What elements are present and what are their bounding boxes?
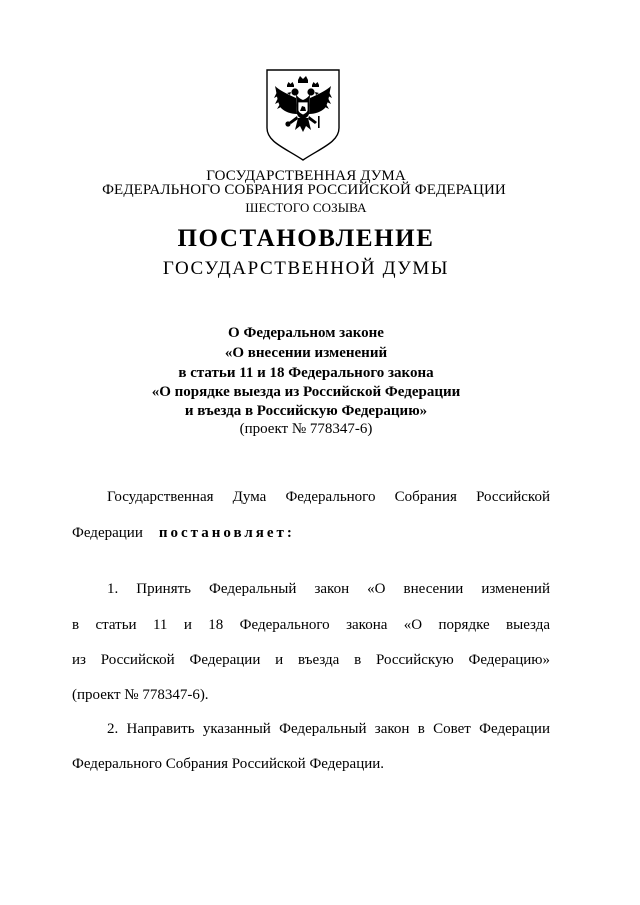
item2-line-2: Федерального Собрания Российской Федерации. bbox=[72, 756, 385, 772]
item1-line-1: 1. Принять Федеральный закон «О внесении изменений bbox=[107, 581, 550, 597]
item1-line-3: из Российской Федерации и въезда в Российскую Федерацию» bbox=[72, 652, 550, 668]
coat-of-arms-emblem-icon bbox=[265, 68, 341, 162]
document-title: ПОСТАНОВЛЕНИЕ bbox=[177, 225, 435, 252]
subject-line-4: «О порядке выезда из Российской Федерации bbox=[151, 384, 461, 400]
item1-line-4: (проект № 778347-6). bbox=[72, 687, 209, 703]
subject-line-1: О Федеральном законе bbox=[228, 325, 384, 341]
header-line-1: ГОСУДАРСТВЕННАЯ ДУМА bbox=[206, 168, 406, 184]
document-subtitle: ГОСУДАРСТВЕННОЙ ДУМЫ bbox=[162, 258, 450, 279]
intro-line-2-start: Федерации bbox=[72, 525, 143, 541]
intro-line-2 bbox=[72, 525, 550, 542]
subject-project-number: (проект № 778347-6) bbox=[239, 421, 373, 437]
header-line-3: ШЕСТОГО СОЗЫВА bbox=[245, 200, 367, 215]
subject-line-5: и въезда в Российскую Федерацию» bbox=[184, 403, 428, 419]
header-line-2: ФЕДЕРАЛЬНОГО СОБРАНИЯ РОССИЙСКОЙ ФЕДЕРАЦИИ bbox=[102, 182, 506, 198]
subject-line-2: «О внесении изменений bbox=[224, 345, 388, 361]
subject-line-3: в статьи 11 и 18 Федерального закона bbox=[178, 365, 434, 381]
item1-line-2: в статьи 11 и 18 Федерального закона «О порядке выезда bbox=[72, 617, 550, 633]
resolves-emphasis: постановляет: bbox=[158, 525, 295, 541]
item2-line-1: 2. Направить указанный Федеральный закон в Совет Федерации bbox=[107, 721, 550, 737]
intro-line-1: Государственная Дума Федерального Собрания Российской bbox=[107, 489, 550, 505]
